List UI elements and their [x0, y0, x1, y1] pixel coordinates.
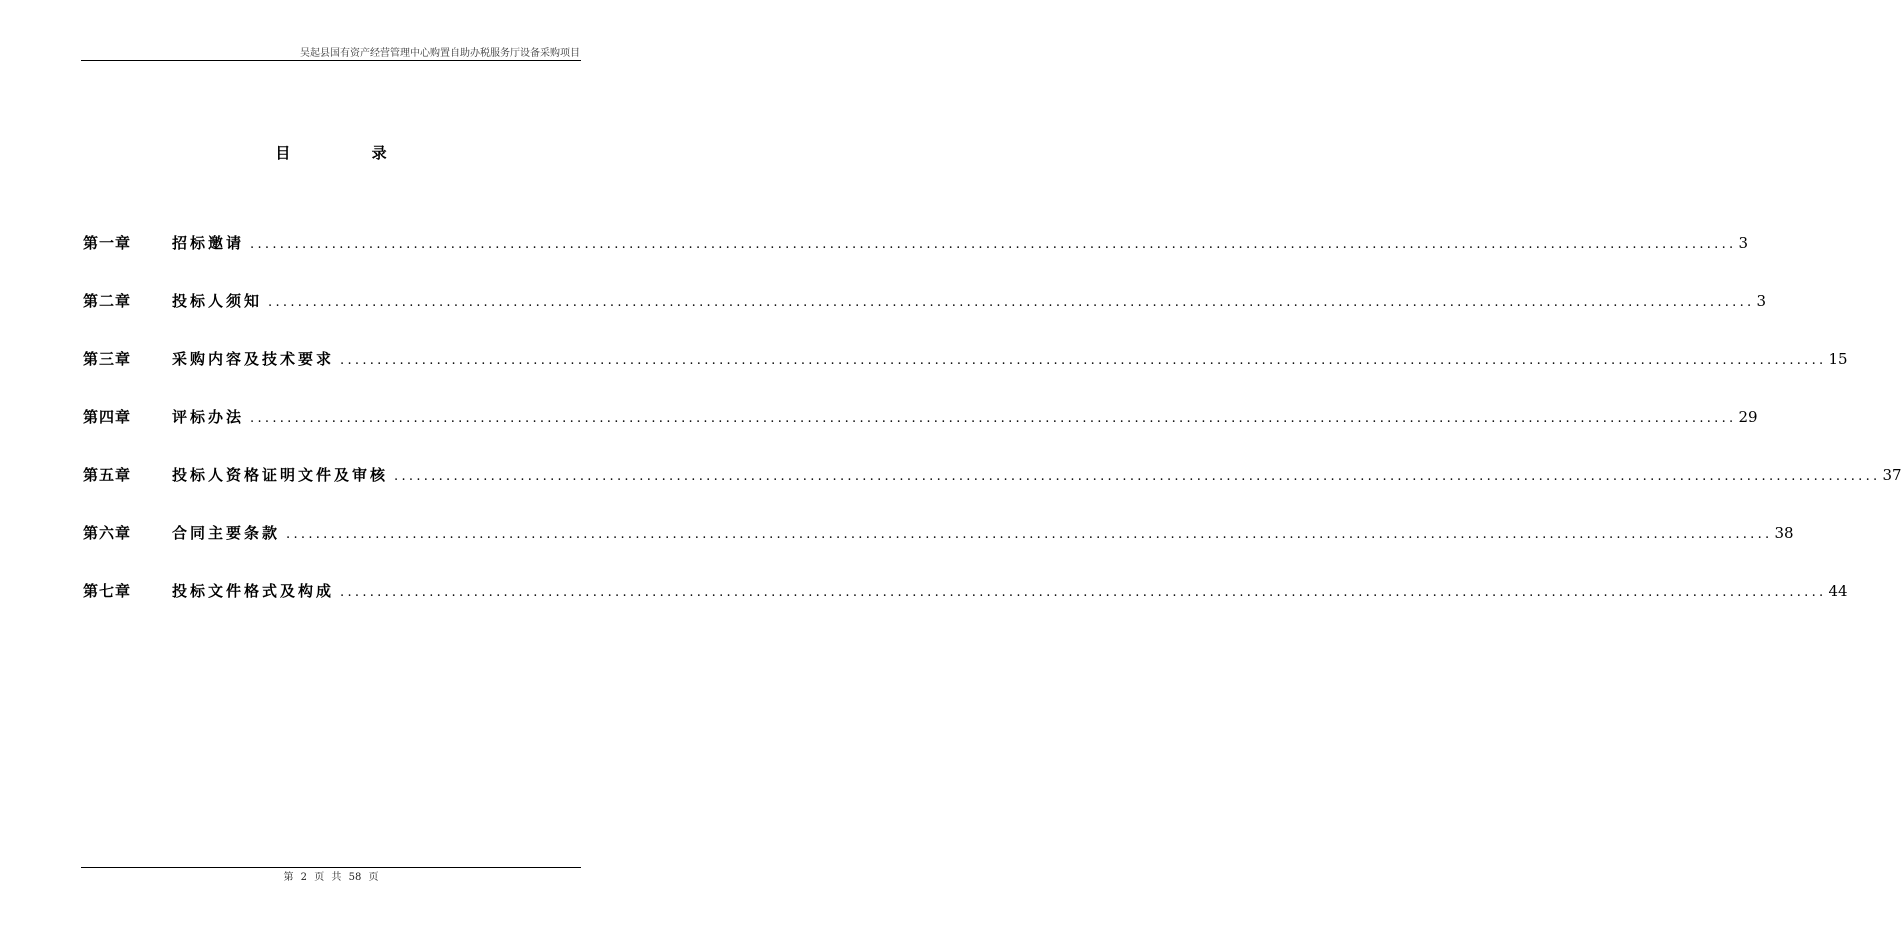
dot-leader: ........................................................................................................................................................................................................: [250, 411, 1737, 426]
dot-leader: ........................................................................................................................................................................................................: [250, 237, 1737, 252]
toc-entry-5[interactable]: [83, 464, 1902, 522]
toc-entry-4[interactable]: [83, 406, 1758, 464]
running-header: 吴起县国有资产经营管理中心购置自助办税服务厅设备采购项目: [300, 48, 580, 59]
chapter-title: 投标文件格式及构成: [172, 582, 335, 600]
page-number: 3: [1756, 292, 1767, 310]
chapter-number: 第一章: [83, 234, 132, 252]
chapter-title: 评标办法: [172, 408, 245, 426]
page-number: 37: [1882, 466, 1902, 484]
dot-leader: ........................................................................................................................................................................................................: [286, 527, 1773, 542]
page-number: 38: [1774, 524, 1794, 542]
page-number: 44: [1828, 582, 1848, 600]
chapter-title: 招标邀请: [172, 234, 245, 252]
page-footer: 第 2 页 共 58 页: [283, 872, 379, 883]
chapter-title: 投标人须知: [172, 292, 263, 310]
chapter-number: 第二章: [83, 292, 132, 310]
dot-leader: ........................................................................................................................................................................................................: [340, 353, 1827, 368]
page-number: 3: [1738, 234, 1749, 252]
dot-leader: ........................................................................................................................................................................................................: [394, 469, 1881, 484]
chapter-title: 采购内容及技术要求: [172, 350, 335, 368]
chapter-number: 第四章: [83, 408, 132, 426]
toc-title: 目 录: [275, 144, 425, 162]
toc-entry-6[interactable]: [83, 522, 1794, 580]
toc-entry-3[interactable]: [83, 348, 1848, 406]
chapter-title: 合同主要条款: [172, 524, 281, 542]
toc-entry-2[interactable]: [83, 290, 1767, 348]
header-divider: [81, 60, 581, 61]
chapter-title: 投标人资格证明文件及审核: [172, 466, 389, 484]
chapter-number: 第三章: [83, 350, 132, 368]
dot-leader: ........................................................................................................................................................................................................: [268, 295, 1755, 310]
chapter-number: 第五章: [83, 466, 132, 484]
page-number: 15: [1828, 350, 1848, 368]
toc-entry-7[interactable]: [83, 580, 1848, 638]
chapter-number: 第六章: [83, 524, 132, 542]
table-of-contents: [83, 232, 1902, 638]
page-number: 29: [1738, 408, 1758, 426]
chapter-number: 第七章: [83, 582, 132, 600]
toc-entry-1[interactable]: [83, 232, 1749, 290]
dot-leader: ........................................................................................................................................................................................................: [340, 585, 1827, 600]
